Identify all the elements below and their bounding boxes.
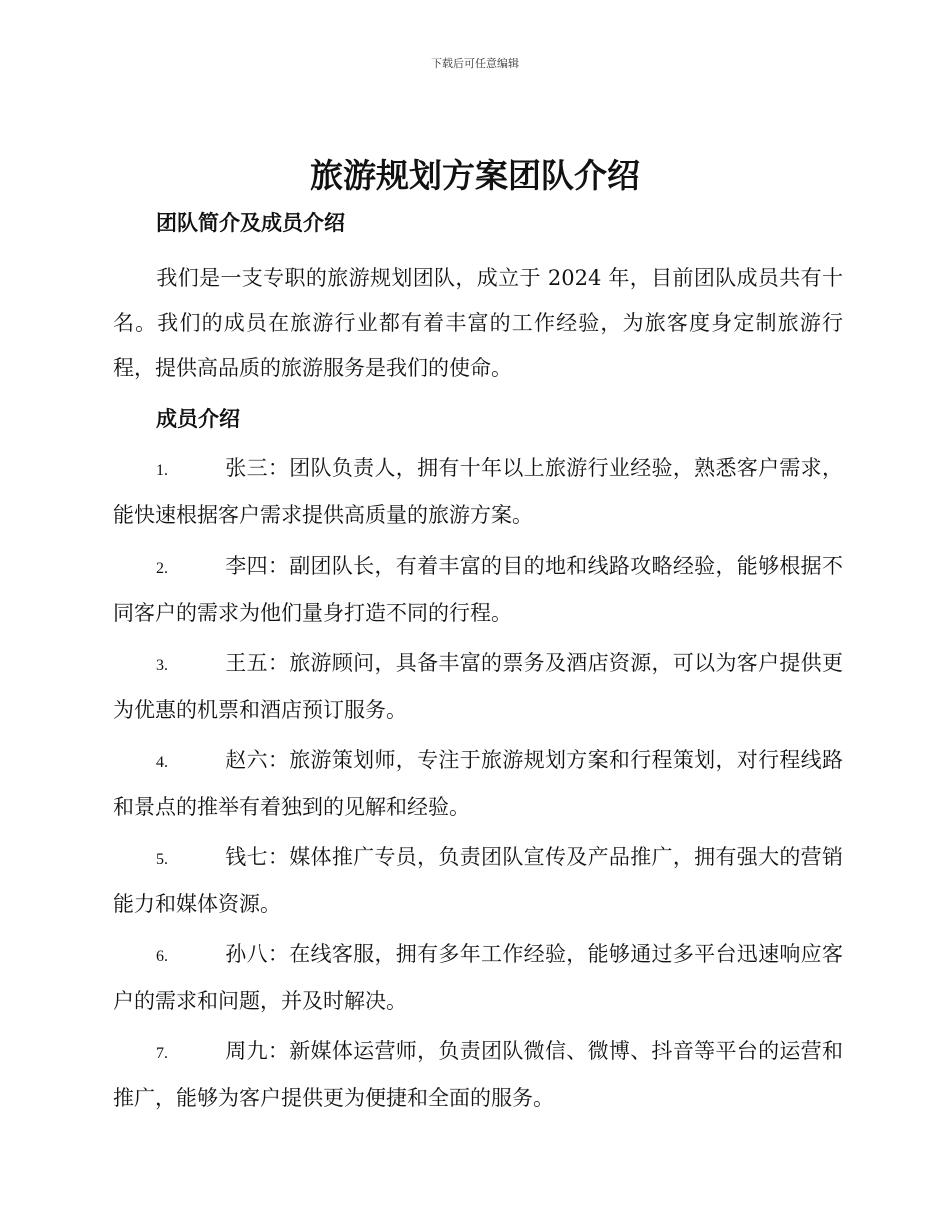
list-item [113,738,843,830]
list-item-number: 4. [156,754,168,771]
members-heading: 成员介绍 [156,407,240,431]
list-item-text: 周九：新媒体运营师，负责团队微信、微博、抖音等平台的运营和推广，能够为客户提供更为便捷和全面的服务。 [113,1039,843,1110]
list-item [113,835,843,927]
intro-paragraph [113,256,843,391]
list-item-text: 钱七：媒体推广专员，负责团队宣传及产品推广，拥有强大的营销能力和媒体资源。 [113,845,843,916]
list-item [113,1029,843,1121]
header-note: 下载后可任意编辑 [431,57,519,70]
list-item [113,641,843,733]
document-title: 旅游规划方案团队介绍 [310,156,640,195]
list-item-text: 张三：团队负责人，拥有十年以上旅游行业经验，熟悉客户需求，能快速根据客户需求提供高质量的旅游方案。 [113,456,843,527]
intro-paragraph-text: 我们是一支专职的旅游规划团队，成立于 2024 年，目前团队成员共有十名。我们的成员在旅游行业都有着丰富的工作经验，为旅客度身定制旅游行程，提供高品质的旅游服务是我们的使命。 [113,266,843,380]
list-item-number: 1. [156,462,168,479]
list-item [113,544,843,636]
list-item-number: 3. [156,657,168,674]
list-item-number: 7. [156,1045,168,1062]
list-item-number: 2. [156,560,168,577]
list-item-text: 王五：旅游顾问，具备丰富的票务及酒店资源，可以为客户提供更为优惠的机票和酒店预订服务。 [113,651,843,722]
list-item-text: 孙八：在线客服，拥有多年工作经验，能够通过多平台迅速响应客户的需求和问题，并及时解决。 [113,942,843,1013]
intro-heading: 团队简介及成员介绍 [156,211,345,235]
list-item-text: 赵六：旅游策划师，专注于旅游规划方案和行程策划，对行程线路和景点的推举有着独到的见解和经验。 [113,748,843,819]
list-item-text: 李四：副团队长，有着丰富的目的地和线路攻略经验，能够根据不同客户的需求为他们量身打造不同的行程。 [113,554,843,625]
list-item-number: 6. [156,948,168,965]
list-item [113,446,843,538]
list-item [113,932,843,1024]
list-item-number: 5. [156,851,168,868]
